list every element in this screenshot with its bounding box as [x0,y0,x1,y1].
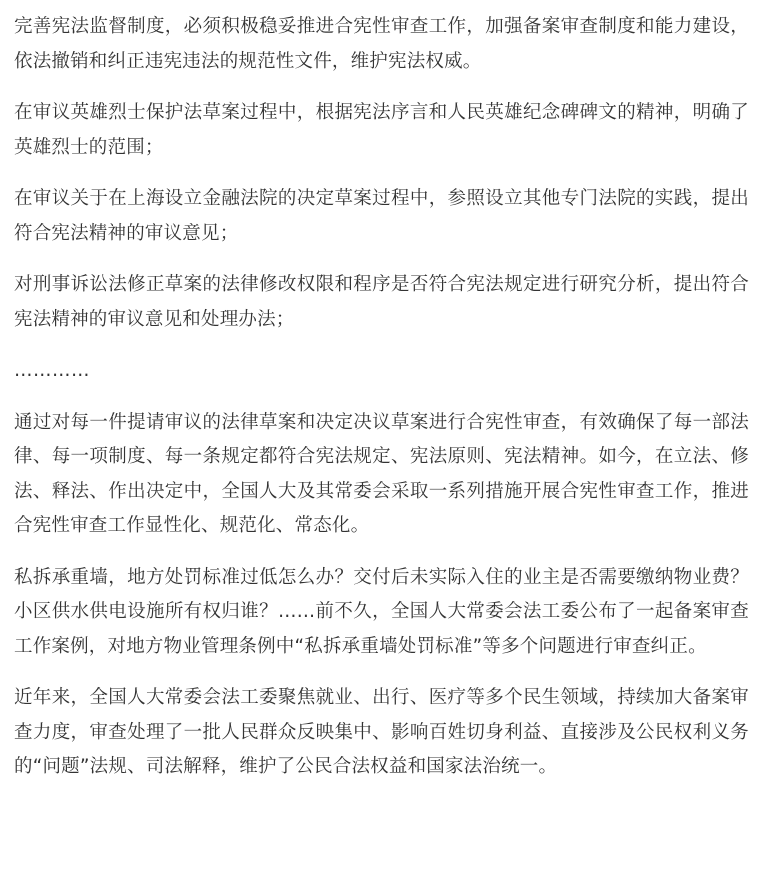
ellipsis-separator: ………… [14,360,90,381]
paragraph-6: 私拆承重墙，地方处罚标准过低怎么办？交付后未实际入住的业主是否需要缴纳物业费？小区供水供电设施所有权归谁？……前不久，全国人大常委会法工委公布了一起备案审查工作案例，对地方物业管理条例中“私拆承重墙处罚标准”等多个问题进行审查纠正。 [14,566,749,657]
paragraph-2: 在审议英雄烈士保护法草案过程中，根据宪法序言和人民英雄纪念碑碑文的精神，明确了英雄烈士的范围； [14,102,749,158]
paragraph-5: 通过对每一件提请审议的法律草案和决定决议草案进行合宪性审查，有效确保了每一部法律、每一项制度、每一条规定都符合宪法规定、宪法原则、宪法精神。如今，在立法、修法、释法、作出决定中，全国人大及其常委会采取一系列措施开展合宪性审查工作，推进合宪性审查工作显性化、规范化、常态化。 [14,411,749,536]
article-body [14,10,749,802]
paragraph-7: 近年来，全国人大常委会法工委聚焦就业、出行、医疗等多个民生领域，持续加大备案审查力度，审查处理了一批人民群众反映集中、影响百姓切身利益、直接涉及公民权利义务的“问题”法规、司法解释，维护了公民合法权益和国家法治统一。 [14,687,749,777]
paragraph-3: 在审议关于在上海设立金融法院的决定草案过程中，参照设立其他专门法院的实践，提出符合宪法精神的审议意见； [14,188,749,244]
paragraph-1: 完善宪法监督制度，必须积极稳妥推进合宪性审查工作，加强备案审查制度和能力建设，依法撤销和纠正违宪违法的规范性文件，维护宪法权威。 [14,16,749,72]
paragraph-4: 对刑事诉讼法修正草案的法律修改权限和程序是否符合宪法规定进行研究分析，提出符合宪法精神的审议意见和处理办法； [14,274,749,330]
